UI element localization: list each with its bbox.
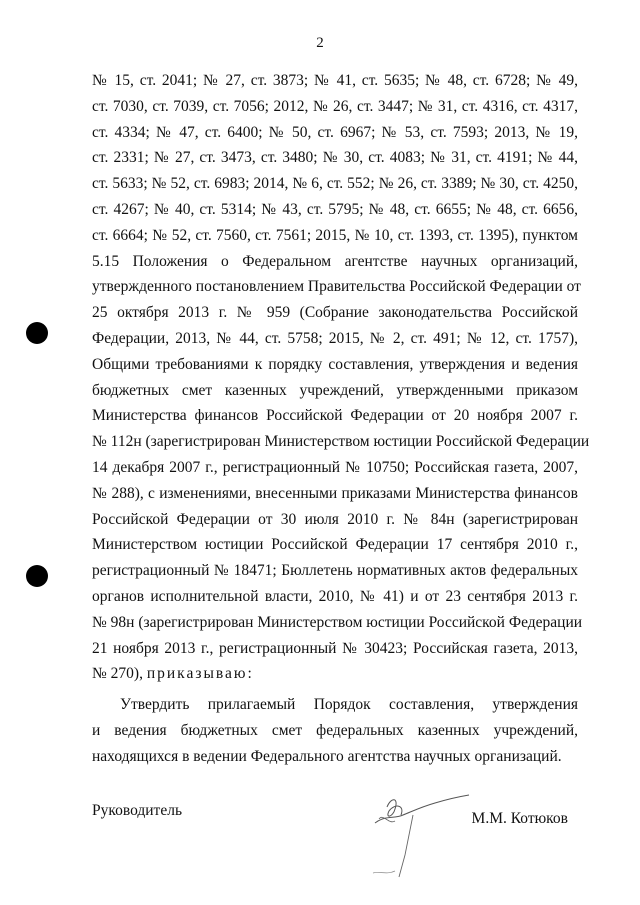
body-line-final — [92, 661, 578, 687]
body-line: 14 декабря 2007 г., регистрационный № 10750; Российская газета, 2007, — [92, 458, 578, 476]
body-line: 5.15 Положения о Федеральном агентстве научных организаций, — [92, 252, 578, 270]
body-line: Федерации, 2013, № 44, ст. 5758; 2015, № 2, ст. 491; № 12, ст. 1757), — [92, 329, 578, 347]
body-line: регистрационный № 18471; Бюллетень нормативных актов федеральных — [92, 562, 578, 580]
body-line: № 15, ст. 2041; № 27, ст. 3873; № 41, ст. 5635; № 48, ст. 6728; № 49, — [92, 72, 578, 89]
body-line: ст. 7030, ст. 7039, ст. 7056; 2012, № 26, ст. 3447; № 31, ст. 4316, ст. 4317, — [92, 97, 578, 115]
body-line: бюджетных смет казенных учреждений, утвержденными приказом — [92, 381, 578, 399]
punch-hole-bottom — [26, 565, 48, 587]
body-line: № 98н (зарегистрирован Министерством юстиции Российской Федерации — [92, 613, 583, 631]
page-number: 2 — [316, 35, 324, 51]
body-paragraph — [92, 68, 590, 687]
body-line: Российской Федерации от 30 июля 2010 г. № 84н (зарегистрирован — [92, 510, 578, 528]
body-line: утвержденного постановлением Правительства Российской Федерации от — [92, 278, 581, 296]
final-line-prefix: № 270), — [92, 665, 147, 683]
order-line: Утвердить прилагаемый Порядок составления, утверждения — [120, 696, 578, 713]
handwritten-signature — [365, 785, 475, 885]
body-line: органов исполнительной власти, 2010, № 41) и от 23 сентября 2013 г. — [92, 587, 578, 605]
body-line: ст. 5633; № 52, ст. 6983; 2014, № 6, ст. 552; № 26, ст. 3389; № 30, ст. 4250, — [92, 175, 578, 193]
body-line: № 288), с изменениями, внесенными приказами Министерства финансов — [92, 484, 578, 502]
order-line: находящихся в ведении Федерального агентства научных организаций. — [92, 747, 562, 765]
order-line: и ведения бюджетных смет федеральных казенных учреждений, — [92, 721, 578, 739]
signatory-name: М.М. Котюков — [471, 810, 568, 827]
body-line: № 112н (зарегистрирован Министерством юстиции Российской Федерации — [92, 433, 590, 451]
punch-hole-top — [26, 322, 48, 344]
order-paragraph — [92, 692, 578, 769]
body-line: ст. 4334; № 47, ст. 6400; № 50, ст. 6967; № 53, ст. 7593; 2013, № 19, — [92, 123, 578, 141]
body-line: ст. 6664; № 52, ст. 7560, ст. 7561; 2015, № 10, ст. 1393, ст. 1395), пунктом — [92, 226, 578, 244]
body-line: Общими требованиями к порядку составления, утверждения и ведения — [92, 355, 578, 373]
order-word: приказываю: — [146, 665, 254, 683]
body-line: ст. 4267; № 40, ст. 5314; № 43, ст. 5795; № 48, ст. 6655; № 48, ст. 6656, — [92, 200, 578, 218]
body-line: Министерства финансов Российской Федерации от 20 ноября 2007 г. — [92, 407, 578, 425]
body-line: Министерством юстиции Российской Федерации 17 сентября 2010 г., — [92, 536, 578, 554]
body-line: 21 ноября 2013 г., регистрационный № 30423; Российская газета, 2013, — [92, 639, 578, 657]
body-line: 25 октября 2013 г. № 959 (Собрание законодательства Российской — [92, 304, 578, 322]
body-line: ст. 2331; № 27, ст. 3473, ст. 3480; № 30, ст. 4083; № 31, ст. 4191; № 44, — [92, 149, 578, 167]
signatory-role: Руководитель — [92, 802, 183, 819]
